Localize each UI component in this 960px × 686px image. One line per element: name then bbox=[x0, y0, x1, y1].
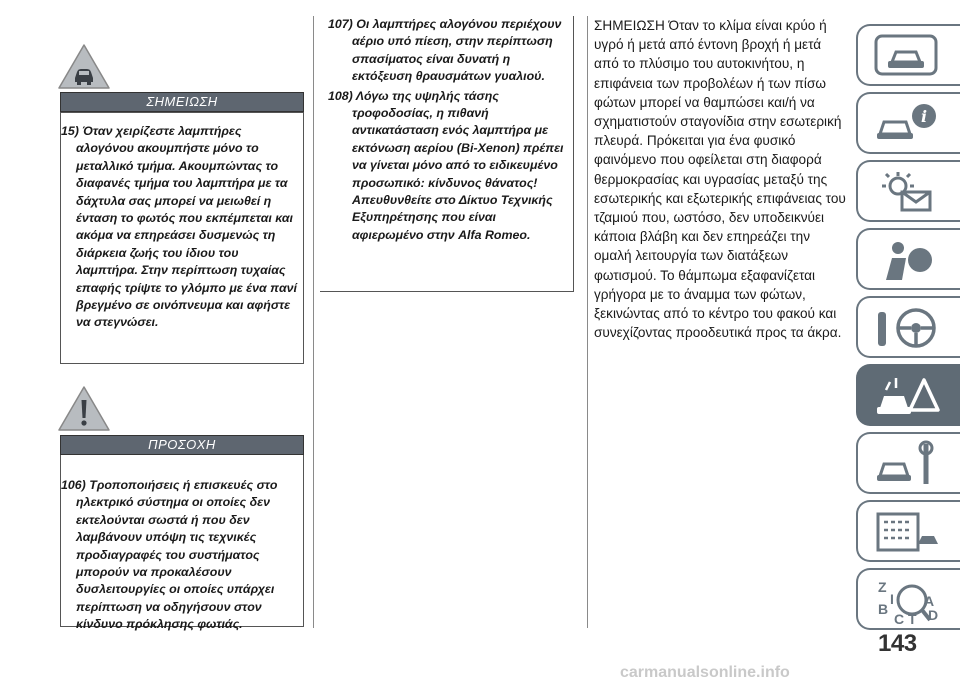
car-info-icon bbox=[872, 100, 942, 148]
caution-item-106 bbox=[61, 477, 297, 634]
airbag-person-icon bbox=[872, 236, 942, 284]
note-number: 15) bbox=[61, 124, 79, 138]
tab-dashboard[interactable] bbox=[856, 24, 960, 86]
caution-number: 107) bbox=[328, 17, 353, 31]
tab-safety[interactable] bbox=[856, 228, 960, 290]
checklist-car-icon bbox=[872, 508, 942, 556]
index-letter: A bbox=[924, 593, 935, 609]
caution-number: 108) bbox=[328, 88, 353, 103]
wrench-car-icon bbox=[872, 440, 942, 488]
car-dashboard-icon bbox=[872, 32, 942, 80]
steering-key-icon bbox=[872, 304, 942, 352]
svg-text:i: i bbox=[920, 107, 928, 126]
column-divider-right bbox=[587, 16, 588, 628]
caution-text: Λόγω της υψηλής τάσης τροφοδοσίας, η πιθανή αντικατάσταση ενός λαμπτήρα με εκτόνωση αερίου (Bi-Xenon) πρέπει να γίνεται μόνο από το ειδικευμένο προσωπικό: κίνδυνος θάνατος! Απευθυνθείτε στο Δίκτυο Τεχνικής Εξυπηρέτησης που είναι αφιερωμένο στην Alfa Romeo. bbox=[352, 88, 564, 242]
caution-box-part2 bbox=[320, 16, 574, 292]
caution-text: Οι λαμπτήρες αλογόνου περιέχουν αέριο υπό πίεση, στην περίπτωση σπασίματος είναι δυνατή η εκτόξευση θραυσμάτων γυαλιού. bbox=[352, 17, 562, 84]
tab-lights[interactable] bbox=[856, 160, 960, 222]
car-breakdown-icon bbox=[872, 372, 942, 420]
note-text: Όταν χειρίζεστε λαμπτήρες αλογόνου ακουμπήστε μόνο το μεταλλικό τμήμα. Ακουμπώντας το διαφανές τμήμα του λαμπτήρα με τα δάχτυλα σας μπορεί να μειωθεί η ένταση το φωτός που εκπέμπεται και ακόμα να επηρεάσει δυσμενώς τη διάρκεια ζωής του ίδιου του λαμπτήρα. Στην περίπτωση τυχαίας επαφής τρίψτε το γλόμπο με ένα πανί βρεγμένο σε οινόπνευμα και αφήστε να στεγνώσει. bbox=[76, 124, 297, 330]
index-letter: D bbox=[928, 607, 939, 623]
tab-starting[interactable] bbox=[856, 296, 960, 358]
tab-technical-data[interactable] bbox=[856, 500, 960, 562]
index-letter: T bbox=[908, 611, 917, 627]
tab-index[interactable] bbox=[856, 568, 960, 630]
tab-car-info[interactable] bbox=[856, 92, 960, 154]
tab-maintenance[interactable] bbox=[856, 432, 960, 494]
caution-text: Τροποποιήσεις ή επισκευές στο ηλεκτρικό σύστημα οι οποίες δεν εκτελούνται σωστά ή που δεν λαμβάνουν υπόψη τις τεχνικές προδιαγραφές του συστήματος μπορούν να προκαλέσουν δυσλειτουργίες οι οποίες υπάρχει περίπτωση να οδηγήσουν στον κίνδυνο πρόκλησης φωτιάς. bbox=[76, 478, 278, 632]
caution-item-107 bbox=[328, 16, 567, 86]
index-letter: I bbox=[890, 591, 894, 607]
caution-item-108 bbox=[328, 88, 567, 245]
car-warning-triangle-icon bbox=[56, 42, 112, 92]
index-letters-icon bbox=[872, 576, 942, 628]
exclamation-triangle-icon bbox=[56, 384, 112, 434]
caution-number: 106) bbox=[61, 478, 86, 492]
note-item bbox=[61, 123, 299, 332]
lights-mail-icon bbox=[872, 168, 942, 216]
watermark: carmanualsonline.info bbox=[620, 664, 790, 681]
note-banner: ΣΗΜΕΙΩΣΗ bbox=[60, 92, 304, 112]
index-letter: C bbox=[894, 611, 905, 627]
note-box bbox=[60, 112, 304, 364]
column-divider bbox=[313, 16, 314, 628]
tab-emergency[interactable] bbox=[856, 364, 960, 426]
caution-box-part1 bbox=[60, 455, 304, 632]
body-paragraph: ΣΗΜΕΙΩΣΗ Όταν το κλίμα είναι κρύο ή υγρό ή μετά από έντονη βροχή ή μετά από το πλύσιμο του αυτοκινήτου, η επιφάνεια των προβολέων ή των πίσω φώτων μπορεί να θαμπώσει και/ή να σχηματιστούν σταγονίδια στην εσωτερική πλευρά. Πρόκειται για ένα φυσικό φαινόμενο που οφείλεται στη διαφορά θερμοκρασίας και υγρασίας μεταξύ της εσωτερικής και εξωτερικής επιφάνειας του τζαμιού που, ωστόσο, δεν υποδεικνύει κάποια βλάβη και δεν επηρεάζει την ομαλή λειτουργία των διατάξεων φωτισμού. Το θάμπωμα εξαφανίζεται γρήγορα με το άναμμα των φώτων, ξεκινώντας από το κέντρο του φακού και συνεχίζοντας προοδευτικά προς τα άκρα. bbox=[594, 18, 846, 341]
index-letter: Z bbox=[878, 579, 887, 595]
page-number: 143 bbox=[878, 630, 917, 657]
caution-banner: ΠΡΟΣΟΧΗ bbox=[60, 435, 304, 455]
index-letter: B bbox=[878, 601, 889, 617]
